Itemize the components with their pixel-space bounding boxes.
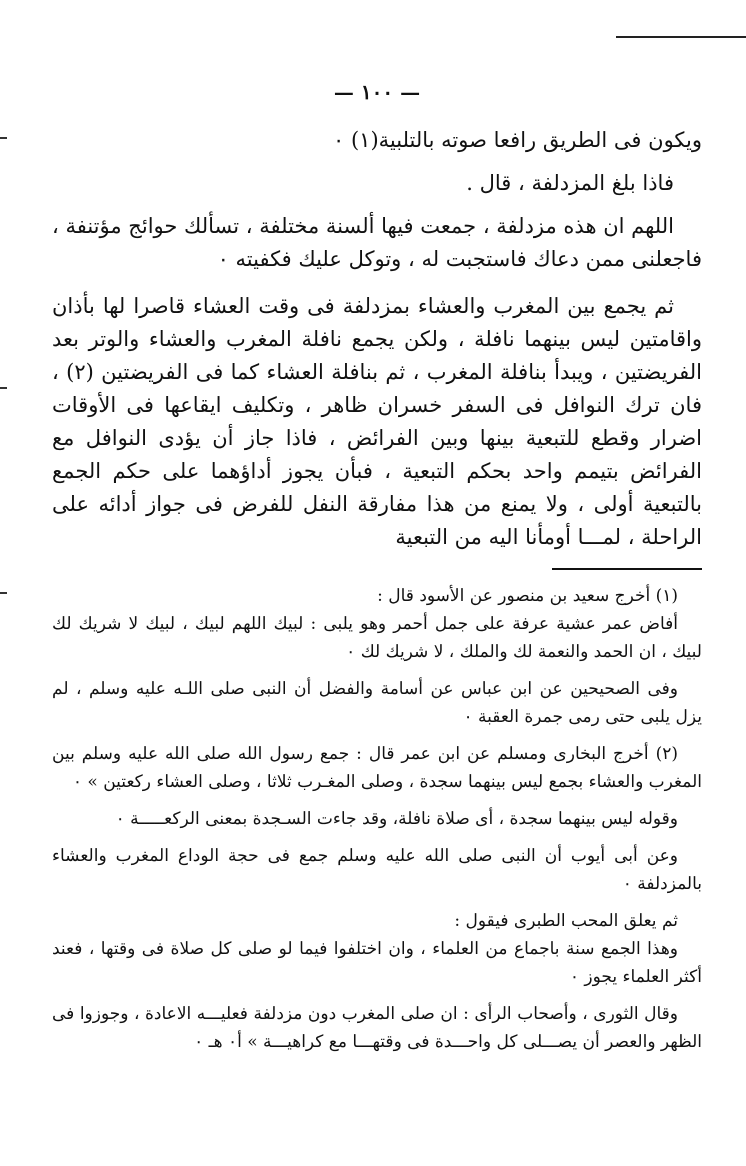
footnote-1-sahih: وفى الصحيحين عن ابن عباس عن أسامة والفضل أن النبى صلى اللـه عليه وسلم ، لم يزل يلبى حتى رمى جمرة العقبة ٠ — [52, 679, 702, 727]
dua-paragraph: اللهم ان هذه مزدلفة ، جمعت فيها ألسنة مختلفة ، تسألك حوائج مؤتنفة ، فاجعلنى ممن دعاك فاستجبت له ، وتوكل عليك فكفيته ٠ — [52, 214, 702, 271]
footnotes — [52, 582, 702, 1056]
footnote-2-thawri: وقال الثورى ، وأصحاب الرأى : ان صلى المغرب دون مزدلفة فعليـــه الاعادة ، وجوزوا فى الظهر والعصر أن يصـــلى كل واحـــدة فى وقتهـــا مع كراهيـــة » أ٠ هـ ٠ — [52, 1004, 702, 1052]
footnote-2-ayyub: وعن أبى أيوب أن النبى صلى الله عليه وسلم جمع فى حجة الوداع المغرب والعشاء بالمزدلفة ٠ — [52, 846, 702, 894]
footnote-1-text: أفاض عمر عشية عرفة على جمل أحمر وهو يلبى : لبيك اللهم لبيك ، لبيك لا شريك لك لبيك ، ان الحمد والنعمة لك والملك ، لا شريك لك ٠ — [52, 614, 702, 662]
main-text — [52, 124, 702, 554]
footnote-divider — [552, 568, 702, 570]
top-edge-line — [616, 36, 746, 38]
footnote-1-heading: (١) أخرج سعيد بن منصور عن الأسود قال : — [377, 586, 678, 606]
edge-mark — [0, 592, 7, 594]
footnote-2-qawl: وقوله ليس بينهما سجدة ، أى صلاة نافلة، وقد جاءت السـجدة بمعنى الركعـــــة ٠ — [115, 809, 678, 829]
jam-paragraph: ثم يجمع بين المغرب والعشاء بمزدلفة فى وقت العشاء قاصرا لها بأذان واقامتين ليس بينهما نافلة ، ولكن يجمع نافلة المغرب والعشاء والوتر بعد الفريضتين ، ويبدأ بنافلة المغرب ، ثم بنافلة العشاء كما فى الفريضتين (٢) ، فان ترك النوافل فى السفر خسران ظاهر ، وتكليف ايقاعها فى الأوقات اضرار وقطع للتبعية بينها وبين الفرائض ، فاذا جاز أن يؤدى النوافل مع الفرائض بتيمم واحد بحكم التبعية ، فبأن يجوز أداؤهما على حكم الجمع بالتبعية أولى ، ولا يمنع من هذا مفارقة النفل للفرض فى جواز أدائه على الراحلة ، لمـــا أومأنا اليه من التبعية — [52, 294, 702, 549]
edge-mark — [0, 387, 7, 389]
document-page — [52, 80, 702, 1056]
footnote-2-tabari: وهذا الجمع سنة باجماع من العلماء ، وان اختلفوا فيما لو صلى كل صلاة فى وقتها ، فعند أكثر العلماء يجوز ٠ — [52, 939, 702, 987]
talbiya-line: ويكون فى الطريق رافعا صوته بالتلبية(١) ٠ — [333, 128, 702, 152]
footnote-2-text: (٢) أخرج البخارى ومسلم عن ابن عمر قال : جمع رسول الله صلى الله عليه وسلم بين المغرب والعشاء بجمع ليس بينهما سجدة ، وصلى المغـرب ثلاثا ، وصلى العشاء ركعتين » ٠ — [52, 744, 702, 792]
edge-mark — [0, 137, 7, 139]
footnote-2-tabari-intro: ثم يعلق المحب الطبرى فيقول : — [454, 911, 678, 931]
page-number: — ١٠٠ — — [333, 80, 421, 104]
muzdalifa-line: فاذا بلغ المزدلفة ، قال . — [466, 171, 674, 195]
